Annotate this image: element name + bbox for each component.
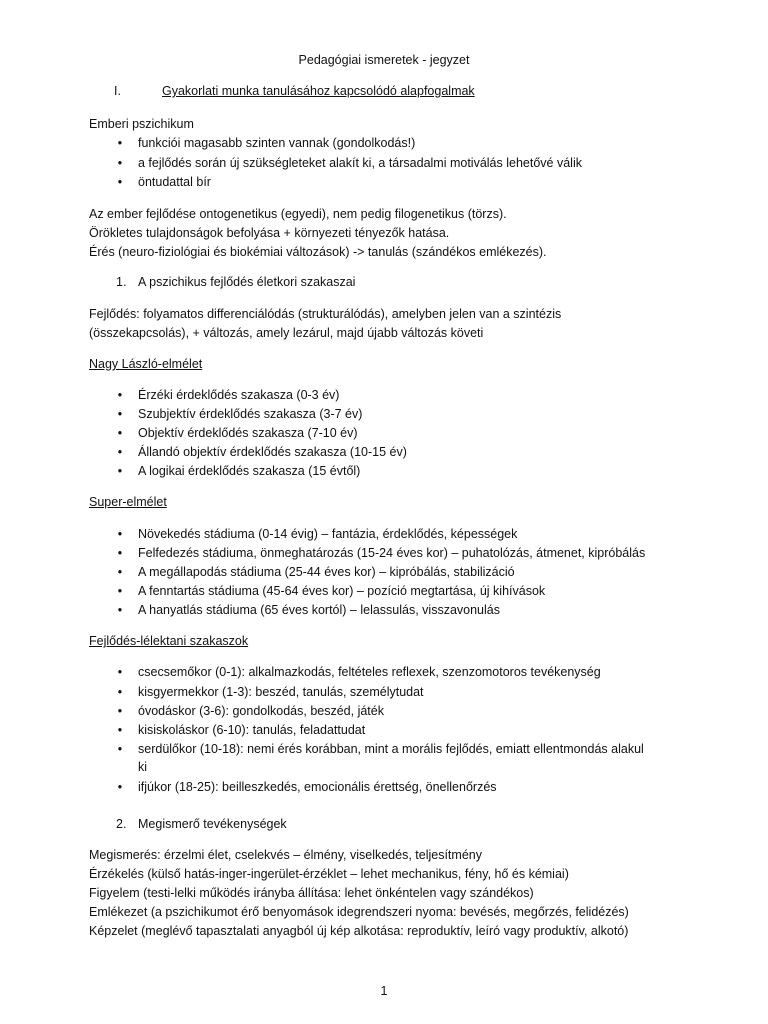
text-line: Érzékelés (külső hatás-inger-ingerület-érzéklet – lehet mechanikus, fény, hő és kémiai) <box>89 867 569 881</box>
bullet-icon: • <box>117 175 123 189</box>
list-item: ifjúkor (18-25): beilleszkedés, emocionális érettség, önellenőrzés <box>138 780 497 794</box>
bullet-icon: • <box>117 546 123 560</box>
text-line: Képzelet (meglévő tapasztalati anyagból új kép alkotása: reproduktív, leíró vagy produktív, alkotó) <box>89 924 629 938</box>
list-item: kisgyermekkor (1-3): beszéd, tanulás, személytudat <box>138 685 424 699</box>
bullet-icon: • <box>117 388 123 402</box>
list-item: Érzéki érdeklődés szakasza (0-3 év) <box>138 388 340 402</box>
subsection-heading: A pszichikus fejlődés életkori szakaszai <box>138 275 356 289</box>
text-line: Érés (neuro-fiziológiai és biokémiai változások) -> tanulás (szándékos emlékezés). <box>89 245 547 259</box>
list-item: A megállapodás stádiuma (25-44 éves kor) – kipróbálás, stabilizáció <box>138 565 515 579</box>
bullet-icon: • <box>117 685 123 699</box>
bullet-icon: • <box>117 565 123 579</box>
text-line: Fejlődés: folyamatos differenciálódás (strukturálódás), amelyben jelen van a szintézis <box>89 307 562 321</box>
section-heading: Gyakorlati munka tanulásához kapcsolódó alapfogalmak <box>162 84 475 98</box>
list-item: Szubjektív érdeklődés szakasza (3-7 év) <box>138 407 363 421</box>
bullet-icon: • <box>117 584 123 598</box>
bullet-icon: • <box>117 603 123 617</box>
subsection-number: 2. <box>116 817 127 831</box>
list-item: öntudattal bír <box>138 175 211 189</box>
theory-heading: Fejlődés-lélektani szakaszok <box>89 634 249 648</box>
section-number: I. <box>114 84 121 98</box>
list-item: A logikai érdeklődés szakasza (15 évtől) <box>138 464 361 478</box>
list-item: A hanyatlás stádiuma (65 éves kortól) – lelassulás, visszavonulás <box>138 603 500 617</box>
list-item: óvodáskor (3-6): gondolkodás, beszéd, játék <box>138 704 384 718</box>
bullet-icon: • <box>117 464 123 478</box>
theory-heading: Nagy László-elmélet <box>89 357 203 371</box>
subsection-number: 1. <box>116 275 127 289</box>
list-item: Objektív érdeklődés szakasza (7-10 év) <box>138 426 358 440</box>
list-item: kisiskoláskor (6-10): tanulás, feladattudat <box>138 723 366 737</box>
list-item: csecsemőkor (0-1): alkalmazkodás, feltételes reflexek, szenzomotoros tevékenység <box>138 665 601 679</box>
list-item: Állandó objektív érdeklődés szakasza (10-15 év) <box>138 445 407 459</box>
bullet-icon: • <box>117 723 123 737</box>
list-item: serdülőkor (10-18): nemi érés korábban, mint a morális fejlődés, emiatt ellentmondás alakul <box>138 742 644 756</box>
text-line: Az ember fejlődése ontogenetikus (egyedi), nem pedig filogenetikus (törzs). <box>89 207 507 221</box>
list-item: funkciói magasabb szinten vannak (gondolkodás!) <box>138 136 416 150</box>
bullet-icon: • <box>117 445 123 459</box>
bullet-icon: • <box>117 665 123 679</box>
text-line: Figyelem (testi-lelki működés irányba állítása: lehet önkéntelen vagy szándékos) <box>89 886 534 900</box>
page-title: Pedagógiai ismeretek - jegyzet <box>298 53 470 67</box>
bullet-icon: • <box>117 527 123 541</box>
theory-heading: Super-elmélet <box>89 495 167 509</box>
text-line: (összekapcsolás), + változás, amely lezárul, majd újabb változás követi <box>89 326 484 340</box>
bullet-icon: • <box>117 704 123 718</box>
psyche-heading: Emberi pszichikum <box>89 117 194 131</box>
list-item: A fenntartás stádiuma (45-64 éves kor) – pozíció megtartása, új kihívások <box>138 584 546 598</box>
text-line: Örökletes tulajdonságok befolyása + környezeti tényezők hatása. <box>89 226 450 240</box>
bullet-icon: • <box>117 742 123 756</box>
list-item: Felfedezés stádiuma, önmeghatározás (15-24 éves kor) – puhatolózás, átmenet, kipróbálás <box>138 546 646 560</box>
bullet-icon: • <box>117 156 123 170</box>
bullet-icon: • <box>117 407 123 421</box>
text-line: Megismerés: érzelmi élet, cselekvés – élmény, viselkedés, teljesítmény <box>89 848 482 862</box>
text-line: Emlékezet (a pszichikumot érő benyomások idegrendszeri nyoma: bevésés, megőrzés, felidézés) <box>89 905 629 919</box>
list-item: Növekedés stádiuma (0-14 évig) – fantázia, érdeklődés, képességek <box>138 527 518 541</box>
list-item-continuation: ki <box>138 760 148 774</box>
list-item: a fejlődés során új szükségleteket alakít ki, a társadalmi motiválás lehetővé válik <box>138 156 582 170</box>
subsection-heading: Megismerő tevékenységek <box>138 817 287 831</box>
page-number: 1 <box>380 984 388 998</box>
bullet-icon: • <box>117 780 123 794</box>
bullet-icon: • <box>117 426 123 440</box>
bullet-icon: • <box>117 136 123 150</box>
